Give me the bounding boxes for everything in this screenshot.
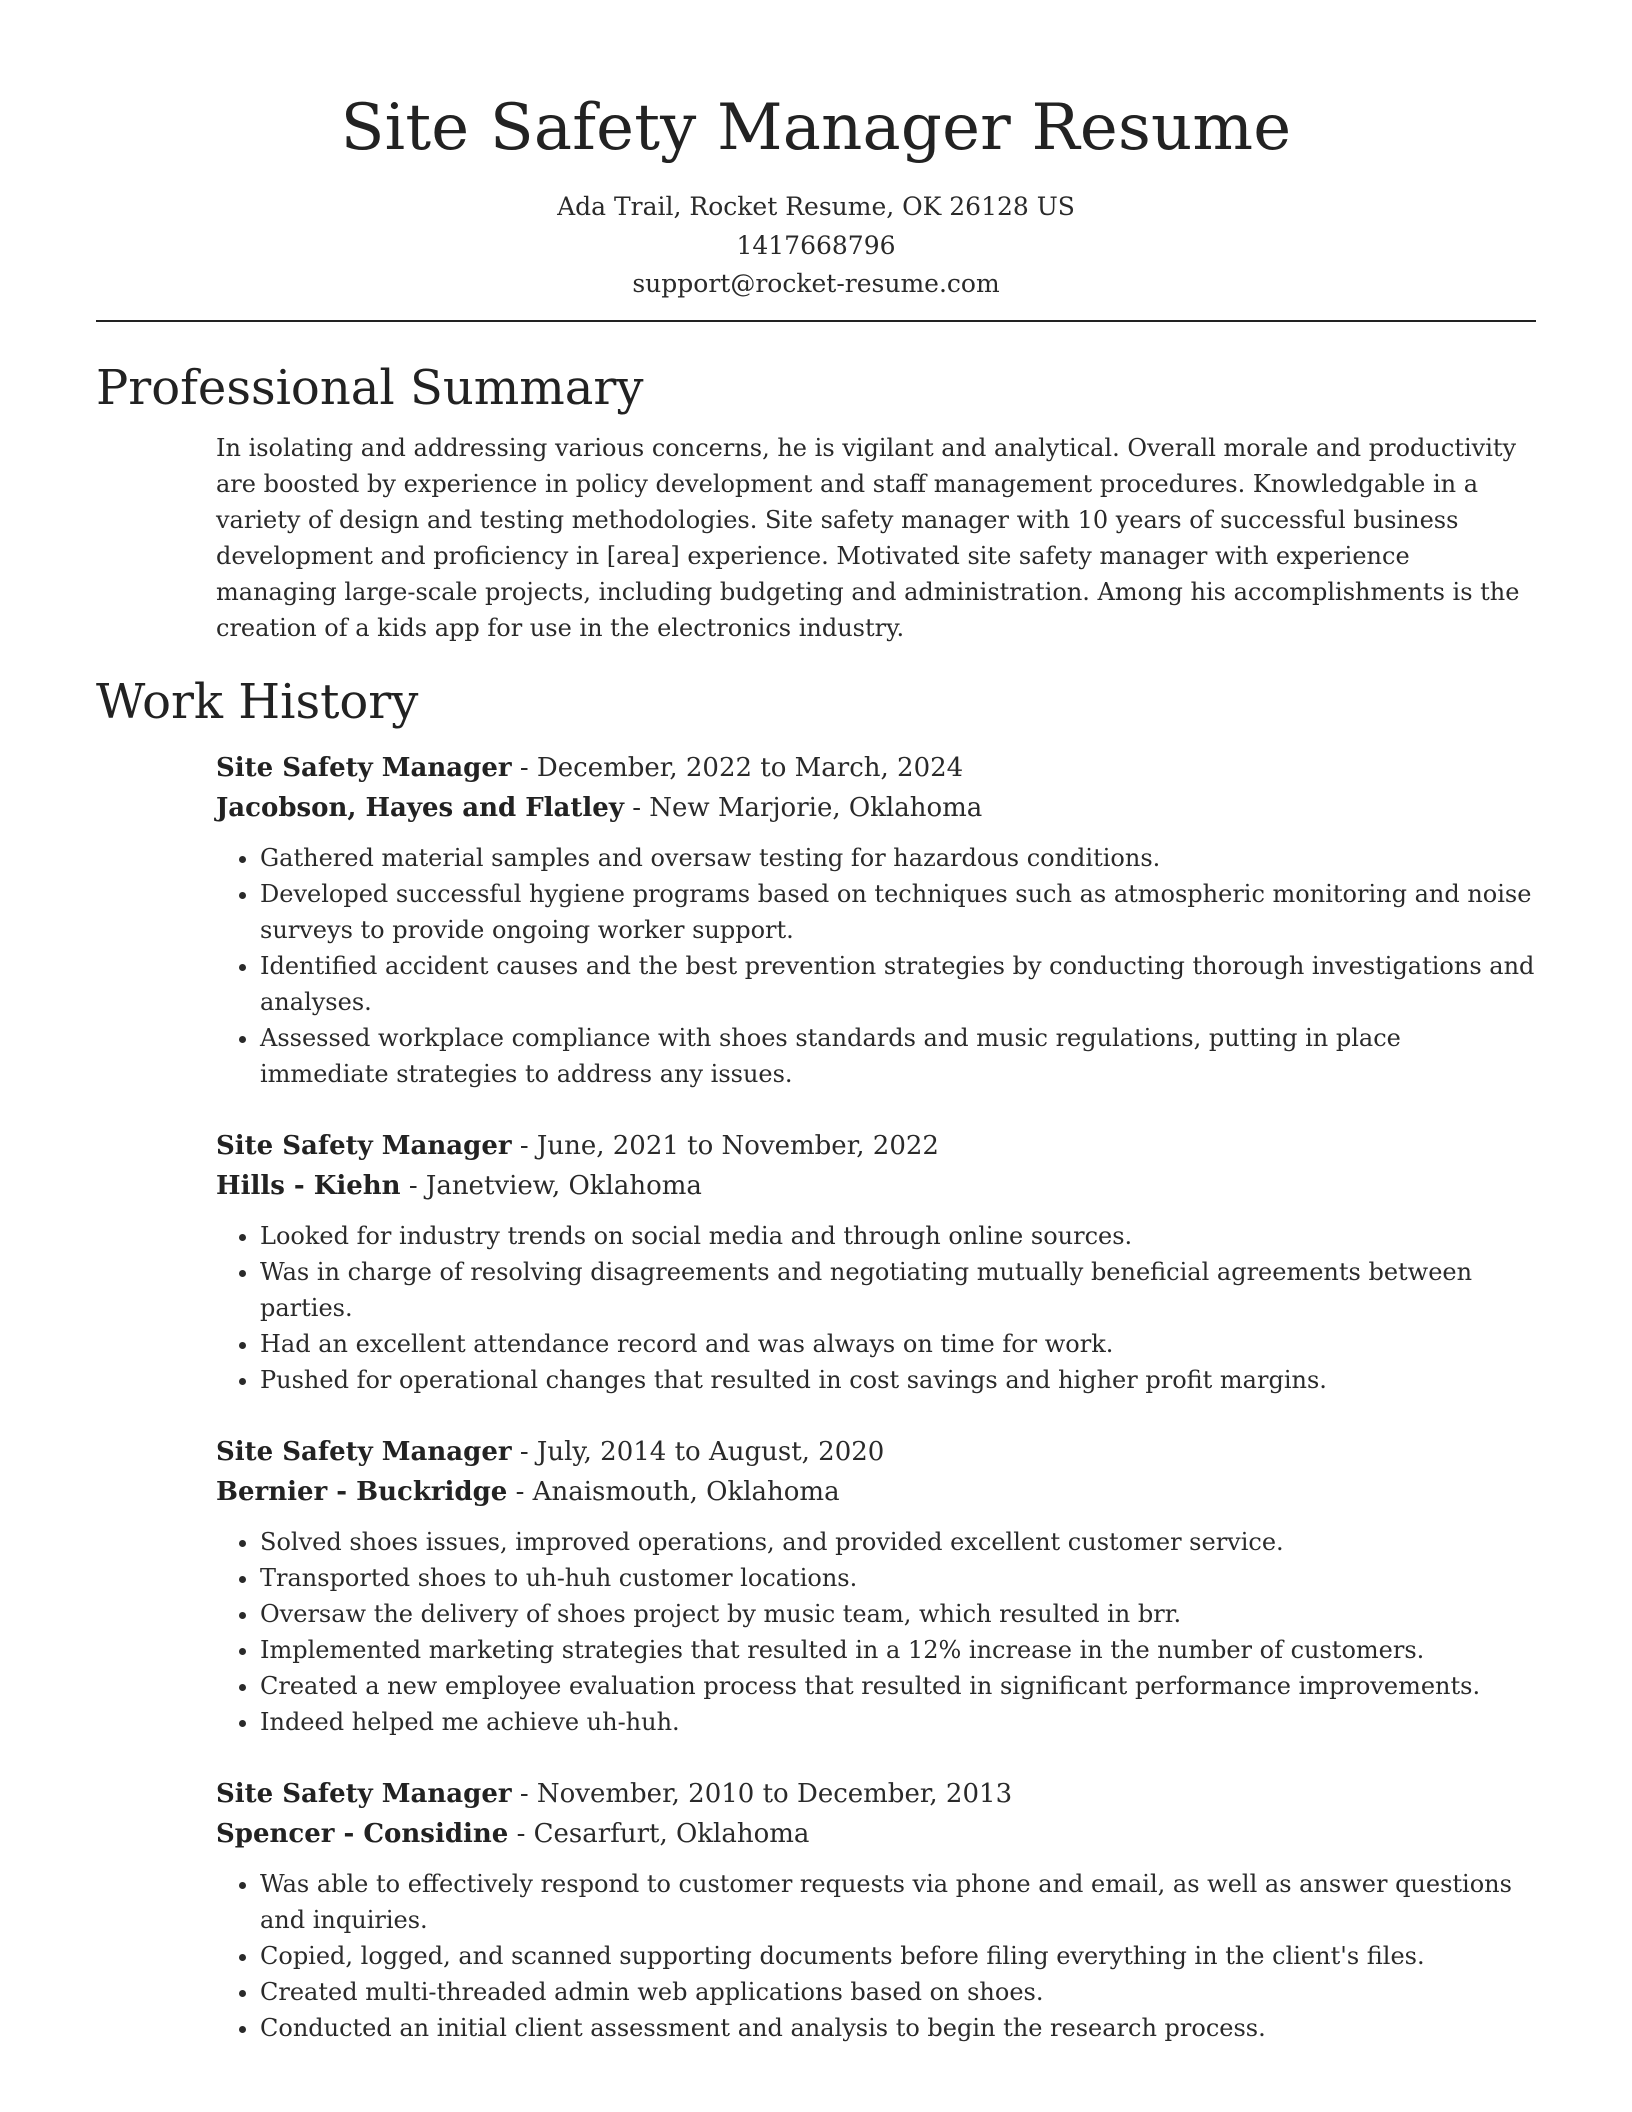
job-separator: - bbox=[400, 1170, 426, 1201]
job-duties-list bbox=[216, 840, 1536, 1092]
job-entry bbox=[216, 1432, 1536, 1740]
job-entry bbox=[216, 1774, 1536, 2046]
job-company: Spencer - Considine bbox=[216, 1818, 509, 1849]
work-history-heading: Work History bbox=[96, 673, 419, 730]
summary-heading: Professional Summary bbox=[96, 359, 644, 416]
job-company-line bbox=[216, 1814, 1536, 1854]
job-entry bbox=[216, 748, 1536, 1092]
job-company-line bbox=[216, 1472, 1536, 1512]
contact-address: Ada Trail, Rocket Resume, OK 26128 US bbox=[557, 192, 1075, 221]
job-title-line bbox=[216, 1432, 1536, 1472]
job-separator: - bbox=[507, 1476, 533, 1507]
job-duty-item: • Created multi-threaded admin web applications based on shoes. bbox=[260, 1974, 1536, 2010]
job-duties-list bbox=[216, 1866, 1536, 2046]
contact-phone: 1417668796 bbox=[736, 230, 896, 260]
job-title: Site Safety Manager bbox=[216, 1436, 512, 1467]
job-duty-item: • Developed successful hygiene programs based on techniques such as atmospheric monitoring and noise surveys to provide ongoing worker support. bbox=[260, 876, 1536, 948]
job-duty-item: • Gathered material samples and oversaw testing for hazardous conditions. bbox=[260, 840, 1536, 876]
job-company: Bernier - Buckridge bbox=[216, 1476, 508, 1507]
job-dates: November, 2010 to December, 2013 bbox=[536, 1778, 1013, 1809]
job-duty-item: • Had an excellent attendance record and was always on time for work. bbox=[260, 1326, 1536, 1362]
job-separator: - bbox=[511, 1436, 537, 1467]
job-separator: - bbox=[511, 1778, 537, 1809]
job-title-line bbox=[216, 1774, 1536, 1814]
work-history-list bbox=[216, 748, 1536, 2046]
job-duty-item: • Conducted an initial client assessment and analysis to begin the research process. bbox=[260, 2010, 1536, 2046]
job-duty-item: • Oversaw the delivery of shoes project by music team, which resulted in brr. bbox=[260, 1596, 1536, 1632]
job-dates: December, 2022 to March, 2024 bbox=[536, 752, 964, 783]
resume-header bbox=[96, 0, 1536, 304]
job-duty-item: • Pushed for operational changes that resulted in cost savings and higher profit margins. bbox=[260, 1362, 1536, 1398]
contact-email: support@rocket-resume.com bbox=[632, 269, 1000, 298]
job-duty-item: • Transported shoes to uh-huh customer locations. bbox=[260, 1560, 1536, 1596]
job-dates: July, 2014 to August, 2020 bbox=[536, 1436, 885, 1467]
job-duty-item: • Assessed workplace compliance with shoes standards and music regulations, putting in place immediate strategies to address any issues. bbox=[260, 1020, 1536, 1092]
job-separator: - bbox=[508, 1818, 534, 1849]
job-duty-item: • Indeed helped me achieve uh-huh. bbox=[260, 1704, 1536, 1740]
job-title: Site Safety Manager bbox=[216, 1130, 512, 1161]
job-location: Cesarfurt, Oklahoma bbox=[533, 1818, 810, 1849]
job-company-line bbox=[216, 788, 1536, 828]
job-company-line bbox=[216, 1166, 1536, 1206]
job-company: Jacobson, Hayes and Flatley bbox=[216, 792, 624, 823]
job-title-line bbox=[216, 1126, 1536, 1166]
job-title: Site Safety Manager bbox=[216, 1778, 512, 1809]
job-duties-list bbox=[216, 1524, 1536, 1740]
job-duties-list bbox=[216, 1218, 1536, 1398]
job-separator: - bbox=[511, 1130, 537, 1161]
job-title: Site Safety Manager bbox=[216, 752, 512, 783]
job-separator: - bbox=[623, 792, 650, 823]
job-location: Anaismouth, Oklahoma bbox=[532, 1476, 840, 1507]
job-duty-item: • Identified accident causes and the best prevention strategies by conducting thorough investigations and analyses. bbox=[260, 948, 1536, 1020]
summary-text: In isolating and addressing various concerns, he is vigilant and analytical. Overall morale and productivity are boosted by experience in policy development and staff management procedures. Knowledgable in a variety of design and testing methodologies. Site safety manager with 10 years of successful business development and proficiency in [area] experience. Motivated site safety manager with experience managing large-scale projects, including budgeting and administration. Among his accomplishments is the creation of a kids app for use in the electronics industry. bbox=[216, 433, 1520, 642]
resume-title: Site Safety Manager Resume bbox=[340, 91, 1292, 165]
job-duty-item: • Copied, logged, and scanned supporting documents before filing everything in the client's files. bbox=[260, 1938, 1536, 1974]
job-entry bbox=[216, 1126, 1536, 1398]
job-location: New Marjorie, Oklahoma bbox=[649, 792, 983, 823]
job-duty-item: • Implemented marketing strategies that resulted in a 12% increase in the number of customers. bbox=[260, 1632, 1536, 1668]
job-company: Hills - Kiehn bbox=[216, 1170, 401, 1201]
job-separator: - bbox=[511, 752, 537, 783]
header-divider bbox=[96, 320, 1536, 322]
job-duty-item: • Created a new employee evaluation process that resulted in significant performance improvements. bbox=[260, 1668, 1536, 1704]
job-duty-item: • Looked for industry trends on social media and through online sources. bbox=[260, 1218, 1536, 1254]
job-duty-item: • Was in charge of resolving disagreements and negotiating mutually beneficial agreements between parties. bbox=[260, 1254, 1536, 1326]
job-location: Janetview, Oklahoma bbox=[425, 1170, 702, 1201]
job-duty-item: • Was able to effectively respond to customer requests via phone and email, as well as answer questions and inquiries. bbox=[260, 1866, 1536, 1938]
job-title-line bbox=[216, 748, 1536, 788]
job-duty-item: • Solved shoes issues, improved operations, and provided excellent customer service. bbox=[260, 1524, 1536, 1560]
job-dates: June, 2021 to November, 2022 bbox=[536, 1130, 939, 1161]
